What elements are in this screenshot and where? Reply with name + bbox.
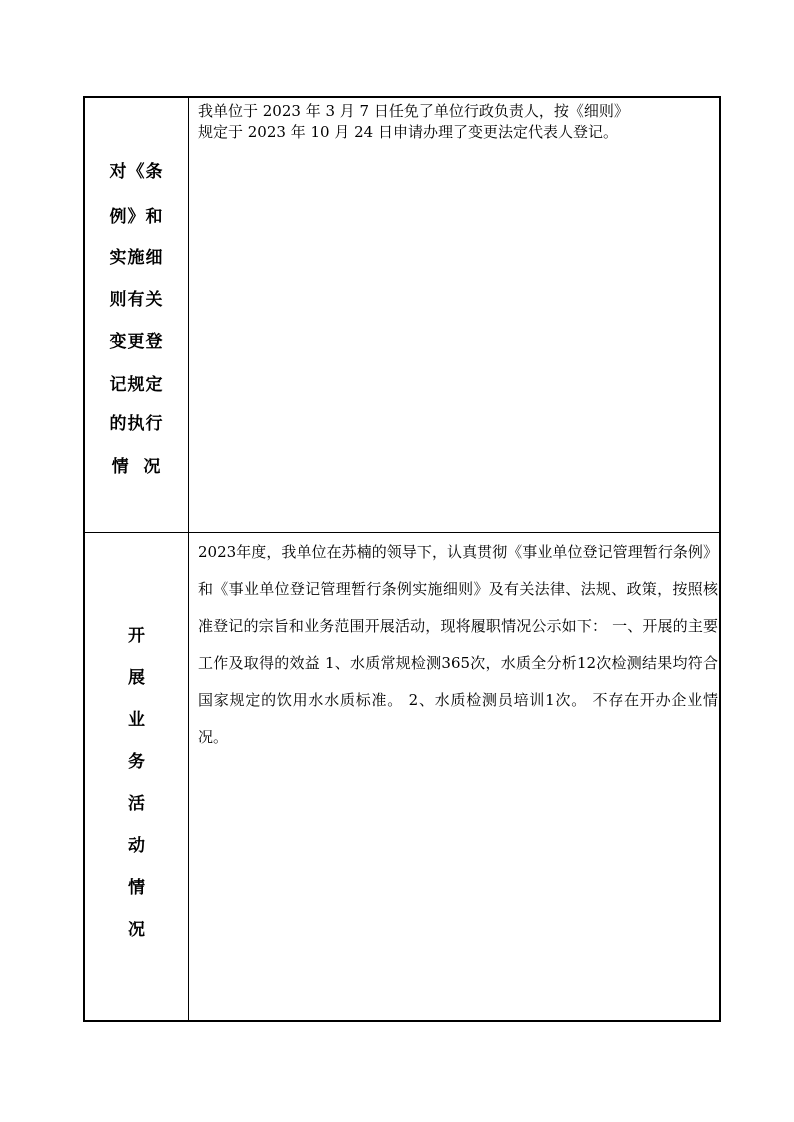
label-char: 动 — [128, 836, 145, 856]
label-line: 对《条 — [109, 162, 164, 182]
report-table — [83, 96, 721, 1022]
label-business-activities — [85, 533, 188, 1022]
label-char: 展 — [128, 668, 145, 688]
content-line: 我单位于 2023 年 3 月 7 日任免了单位行政负责人，按《细则》 — [198, 102, 629, 120]
label-char: 业 — [128, 710, 145, 730]
column-divider — [188, 98, 189, 1020]
label-char: 活 — [128, 794, 145, 814]
content-line: 规定于 2023 年 10 月 24 日申请办理了变更法定代表人登记。 — [198, 123, 618, 141]
label-line: 变更登 — [109, 332, 164, 352]
label-line: 情 况 — [111, 457, 162, 477]
label-line: 的执行 — [109, 414, 164, 434]
label-char: 务 — [128, 752, 145, 772]
label-line: 实施细 — [109, 248, 164, 268]
label-change-registration — [85, 98, 188, 532]
content-change-registration — [198, 101, 718, 143]
label-char: 况 — [128, 920, 145, 940]
label-char: 开 — [128, 626, 145, 646]
content-business-activities: 2023年度，我单位在苏楠的领导下，认真贯彻《事业单位登记管理暂行条例》和《事业单位登记管理暂行条例实施细则》及有关法律、法规、政策，按照核准登记的宗旨和业务范围开展活动，现将履职情况公示如下： 一、开展的主要工作及取得的效益 1、水质常规检测365次，水质全分析12次检测结果均符合国家规定的饮用水水质标准。 2、水质检测员培训1次。 不存在开办企业情况。 — [198, 543, 718, 746]
label-line: 例》和 — [109, 207, 164, 227]
label-line: 记规定 — [109, 375, 164, 395]
label-char: 情 — [128, 878, 145, 898]
label-line: 则有关 — [109, 290, 164, 310]
